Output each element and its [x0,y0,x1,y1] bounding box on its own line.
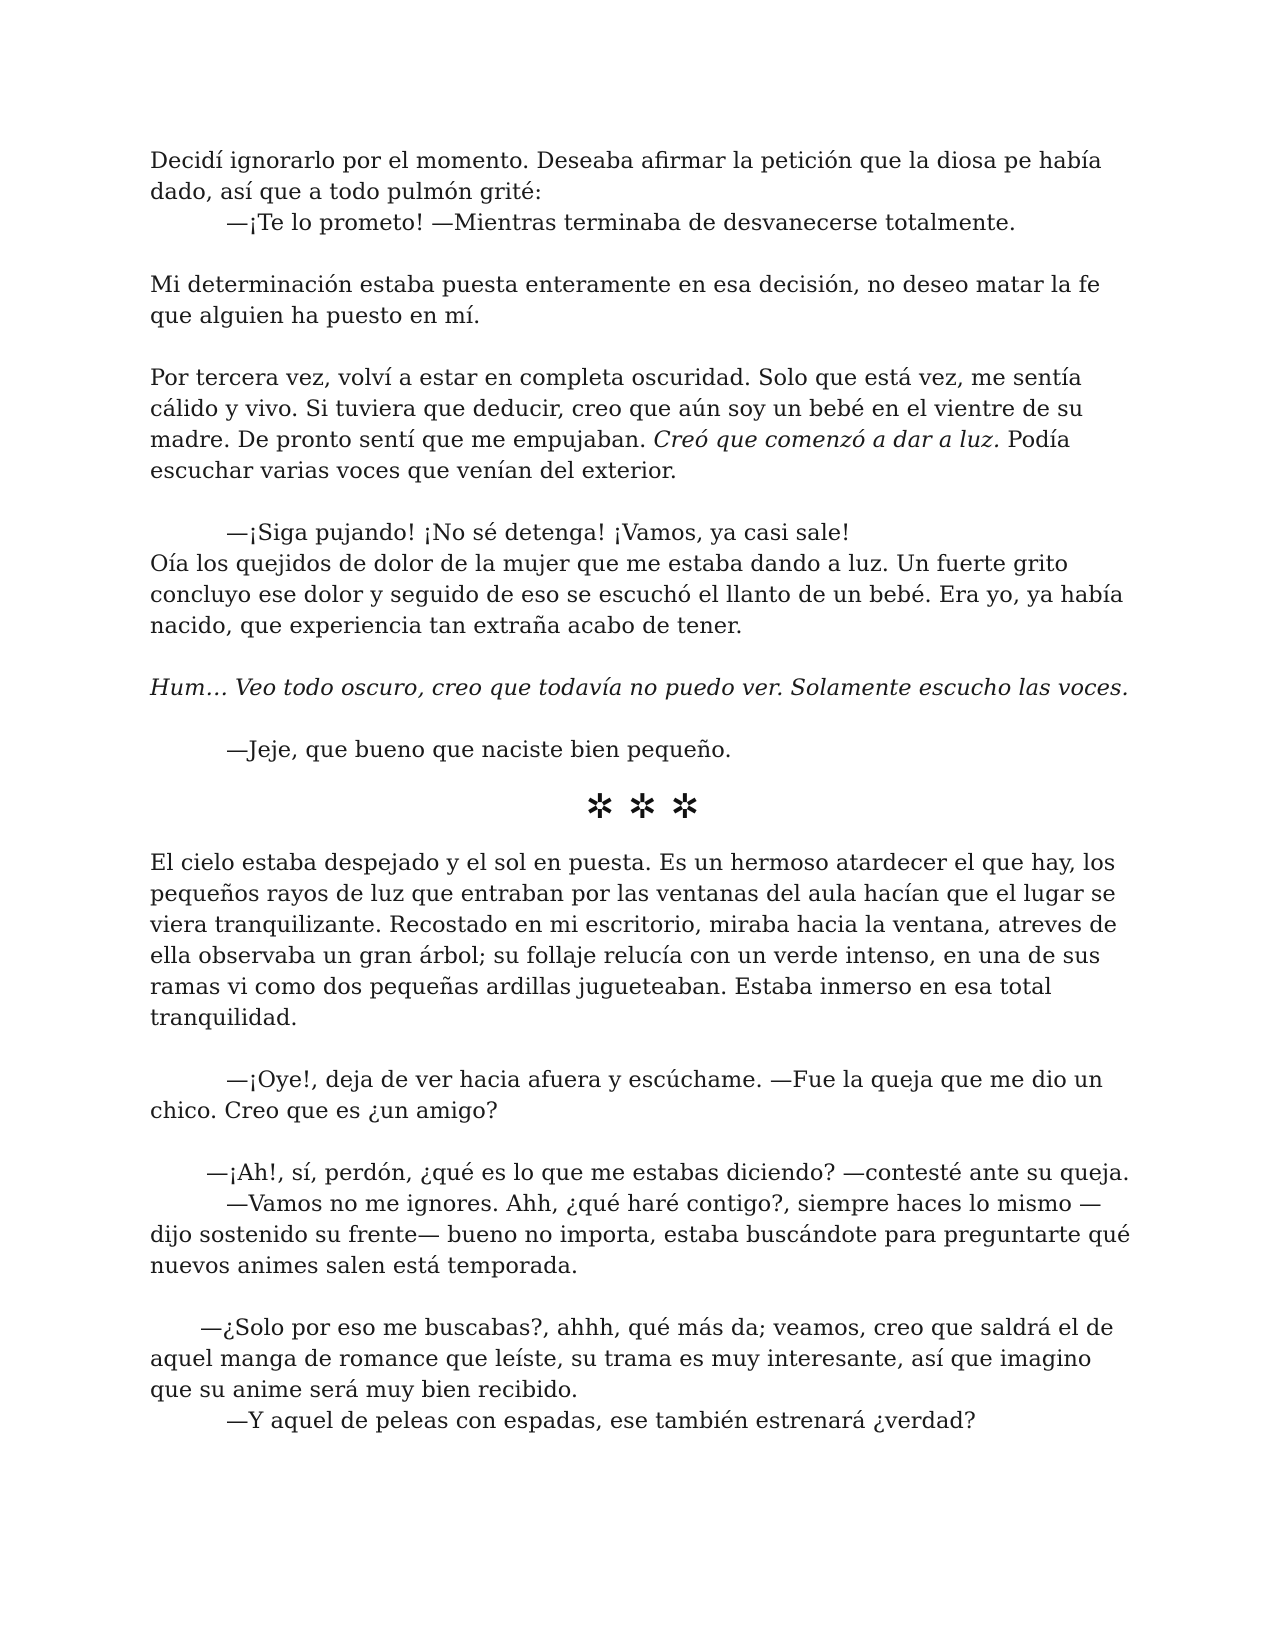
paragraph-darkness-italic-thought: Creó que comenzó a dar a luz. [653,427,1001,453]
paragraph-gap [150,1127,1135,1158]
dialogue-espadas: —Y aquel de peleas con espadas, ese también estrenará ¿verdad? [226,1408,976,1434]
paragraph-gap [150,332,1135,363]
dialogue-jeje: —Jeje, que bueno que naciste bien pequeño. [226,737,732,763]
paragraph-sunset: El cielo estaba despejado y el sol en puesta. Es un hermoso atardecer el que hay, los pequeños rayos de luz que entraban por las ventanas del aula hacían que el lugar se viera tranquilizante. Recostado en mi escritorio, miraba hacia la ventana, atreves de ella observaba un gran árbol; su follaje relucía con un verde intenso, en una de sus ramas vi como dos pequeñas ardillas jugueteaban. Estaba inmerso en esa total tranquilidad. [150,850,1117,1031]
dialogue-vamos: —Vamos no me ignores. Ahh, ¿qué haré contigo?, siempre haces lo mismo —dijo sostenido su frente— bueno no importa, estaba buscándote para preguntarte qué nuevos animes salen está temporada. [150,1191,1131,1279]
dialogue-push: —¡Siga pujando! ¡No sé detenga! ¡Vamos, ya casi sale! [226,520,851,546]
paragraph-birth: Oía los quejidos de dolor de la mujer que me estaba dando a luz. Un fuerte grito concluyo ese dolor y seguido de eso se escuchó el llanto de un bebé. Era yo, ya había nacido, que experiencia tan extraña acabo de tener. [150,551,1124,639]
dialogue-oye: —¡Oye!, deja de ver hacia afuera y escúchame. —Fue la queja que me dio un chico. Creo que es ¿un amigo? [150,1067,1103,1124]
document-body [150,146,1135,1437]
dialogue-ah: —¡Ah!, sí, perdón, ¿qué es lo que me estabas diciendo? —contesté ante su queja. [206,1160,1130,1186]
paragraph-gap [150,642,1135,673]
dialogue-solo: —¿Solo por eso me buscabas?, ahhh, qué más da; veamos, creo que saldrá el de aquel manga de romance que leíste, su trama es muy interesante, así que imagino que su anime será muy bien recibido. [150,1315,1114,1403]
paragraph-gap [150,704,1135,735]
paragraph-darkness [150,363,1135,487]
italic-thought-text: Hum… Veo todo oscuro, creo que todavía no puedo ver. Solamente escucho las voces. [150,675,1129,701]
scene-break-separator: ✲✲✲ [585,787,714,827]
paragraph-darkness-part-2: Podía escuchar varias voces que venían del exterior. [150,427,1071,484]
paragraph-gap [150,1282,1135,1313]
paragraph-gap [150,487,1135,518]
dialogue-promise: —¡Te lo prometo! —Mientras terminaba de desvanecerse totalmente. [226,210,1016,236]
paragraph-1: Decidí ignorarlo por el momento. Deseaba afirmar la petición que la diosa pe había dado, así que a todo pulmón grité: [150,148,1102,205]
paragraph-gap [150,239,1135,270]
paragraph-thought [150,673,1135,704]
paragraph-determination: Mi determinación estaba puesta enteramente en esa decisión, no deseo matar la fe que alguien ha puesto en mí. [150,272,1101,329]
paragraph-darkness-part-1: Por tercera vez, volví a estar en completa oscuridad. Solo que está vez, me sentía cálido y vivo. Si tuviera que deducir, creo que aún soy un bebé en el vientre de su madre. De pronto sentí que me empujaban. [150,365,1084,453]
paragraph-gap [150,1034,1135,1065]
